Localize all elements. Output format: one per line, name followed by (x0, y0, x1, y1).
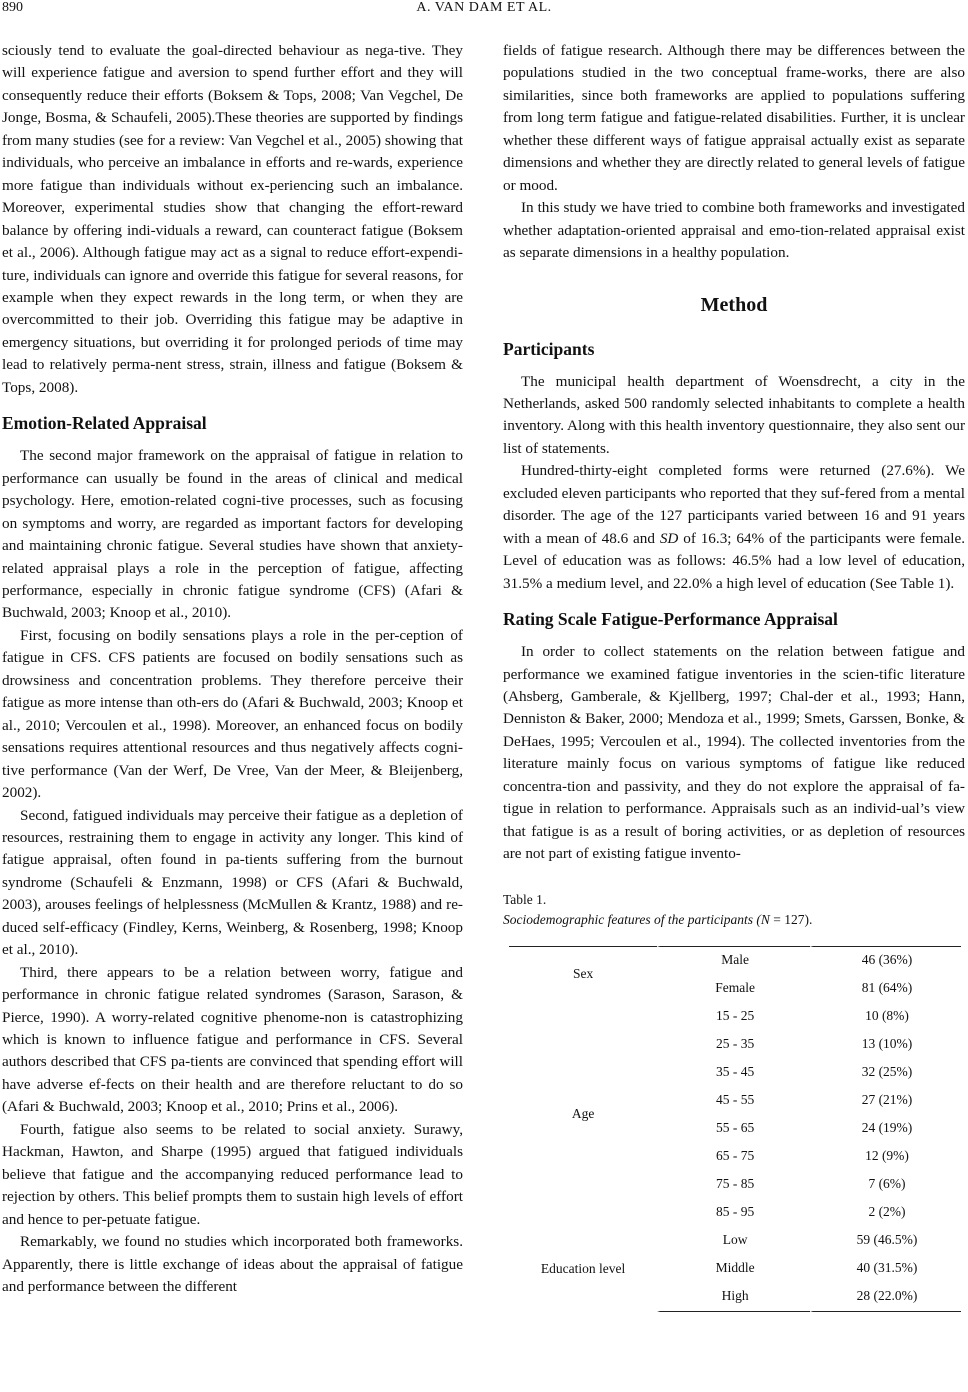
value-cell: 7 (6%) (810, 1171, 961, 1199)
right-column (503, 40, 965, 1312)
paragraph: Third, there appears to be a relation between worry, fatigue and performance in chronic fatigue related syndromes (Sarason, Sarason, & Pierce, 1990). A worry-related cognitive phenome-non is catastrophizing which is known to influence fatigue and performance in CFS. Several authors described that CFS pa-tients are convinced that spending effort will have adverse ef-fects on their health and are therefore reluctant to do so (Afari & Buchwald, 2003; Knoop et al., 2010; Prins et al., 2006). (2, 963, 463, 1116)
value-cell: 13 (10%) (810, 1031, 961, 1059)
paragraph: The municipal health department of Woensdrecht, a city in the Netherlands, asked 500 randomly selected inhabitants to complete a health inventory. Along with this health inventory questionnaire, they also sent our list of statements. (503, 372, 965, 457)
section-heading: Emotion-Related Appraisal (2, 413, 207, 434)
table-row (509, 946, 961, 975)
paragraph (503, 460, 965, 595)
table-title: Sociodemographic features of the participants (N = 127). (503, 911, 813, 927)
category-cell: Low (657, 1227, 810, 1255)
category-cell: 15 - 25 (657, 1003, 810, 1031)
table-row (509, 1227, 961, 1255)
value-cell: 46 (36%) (810, 946, 961, 975)
demographics-table (509, 946, 961, 1312)
paragraph: fields of fatigue research. Although there may be differences between the populations studied in the two conceptual frame-works, there are also similarities, since both frameworks are applied to populations suffering from long term fatigue and fatigue-related disabilities. Further, it is unclear whether these different ways of fatigue appraisal actually exist as separate dimensions and whether they are directly related to general levels of fatigue or mood. (503, 42, 965, 194)
section-heading: Participants (503, 338, 595, 359)
page-number: 890 (2, 0, 23, 15)
value-cell: 81 (64%) (810, 975, 961, 1003)
value-cell: 40 (31.5%) (810, 1255, 961, 1283)
running-header (0, 0, 968, 22)
paragraph: The second major framework on the appraisal of fatigue in relation to performance can usually be found in the areas of clinical and medical psychology. Here, emotion-related cogni-tive processes, such as focusing on symptoms and worry, are regarded as important factors for developing and maintaining chronic fatigue. Several studies have shown that anxiety-related appraisal plays a role in the perception of fatigue, affecting performance, especially in chronic fatigue syndrome (CFS) (Afari & Buchwald, 2003; Knoop et al., 2010). (2, 447, 463, 622)
value-cell: 24 (19%) (810, 1115, 961, 1143)
category-cell: 35 - 45 (657, 1059, 810, 1087)
paragraph: First, focusing on bodily sensations plays a role in the per-ception of fatigue in CFS. CFS patients are focused on bodily sensations such as drowsiness and concentration problems. They therefore perceive their fatigue as more intense than oth-ers do (Afari & Buchwald, 2003; Knoop et al., 2010; Vercoulen et al., 1998). Moreover, an enhanced focus on bodily sensations requires attentional resources and thus negatively affects cogni-tive performance (Van der Werf, De Vree, Van der Meer, & Bleijenberg, 2002). (2, 626, 463, 802)
running-head: A. VAN DAM ET AL. (416, 0, 552, 15)
paragraph: In this study we have tried to combine both frameworks and investigated whether adaptation-oriented appraisal and emo-tion-related appraisal exist as separate dimensions in a healthy population. (503, 199, 965, 262)
paragraph: sciously tend to evaluate the goal-directed behaviour as nega-tive. They will experience fatigue and aversion to spend further effort and they will consequently reduce their efforts (Boksem & Tops, 2008; Van Vegchel, De Jonge, Bosma, & Schaufeli, 2005).These theories are supported by findings from many studies (see for a review: Van Vegchel et al., 2005) showing that individuals, who perceive an imbalance in efforts and re-wards, experience more fatigue than individuals without ex-periencing such an imbalance. Moreover, experimental studies show that changing the effort-reward balance by offering indi-viduals a reward, can counteract fatigue (Boksem et al., 2006). Although fatigue may act as a signal to reduce effort-expendi-ture, individuals can ignore and override this fatigue for several reasons, for example when they expect rewards in the long term, or when they are overcommitted to their job. Overriding this fatigue may be adaptive in emergency situations, but overriding it for prolonged periods of time may lead to relatively perma-nent stress, strain, illness and fatigue (Boksem & Tops, 2008). (2, 42, 463, 396)
category-cell: 75 - 85 (657, 1171, 810, 1199)
section-title: Method (700, 293, 768, 316)
value-cell: 27 (21%) (810, 1087, 961, 1115)
category-cell: 25 - 35 (657, 1031, 810, 1059)
table-label: Table 1. (503, 891, 547, 907)
category-cell: Middle (657, 1255, 810, 1283)
category-cell: 55 - 65 (657, 1115, 810, 1143)
value-cell: 59 (46.5%) (810, 1227, 961, 1255)
left-column (2, 40, 463, 1298)
table-caption (503, 890, 965, 930)
value-cell: 28 (22.0%) (810, 1283, 961, 1312)
paragraph: Fourth, fatigue also seems to be related to social anxiety. Surawy, Hackman, Hawton, and Sharpe (1995) argued that fatigued individuals believe that fatigue and the accompanying reduced performance lead to rejection by others. This belief prompts them to sustain high levels of effort and hence to per-petuate fatigue. (2, 1120, 463, 1228)
group-label-cell: Education level (540, 1260, 626, 1276)
category-cell: High (657, 1283, 810, 1312)
category-cell: 85 - 95 (657, 1199, 810, 1227)
category-cell: Male (657, 946, 810, 975)
value-cell: 32 (25%) (810, 1059, 961, 1087)
table-row (509, 1003, 961, 1031)
paragraph: Second, fatigued individuals may perceive their fatigue as a depletion of resources, restraining them to engage in activity any longer. This kind of fatigue appraisal, often found in pa-tients suffering from the burnout syndrome (Schaufeli & Enzmann, 1998) or CFS (Afari & Buchwald, 2003), arouses feelings of helplessness (McMullen & Krantz, 1988) and re-duced self-efficacy (Findley, Kerns, Weinberg, & Rosenberg, 1998; Knoop et al., 2010). (2, 806, 463, 959)
value-cell: 10 (8%) (810, 1003, 961, 1031)
sd-symbol: SD (659, 529, 679, 547)
category-cell: Female (657, 975, 810, 1003)
group-label-cell: Age (571, 1106, 595, 1122)
category-cell: 65 - 75 (657, 1143, 810, 1171)
value-cell: 2 (2%) (810, 1199, 961, 1227)
text-span: of 16.3; 64% of the participants were female. Level of education was as follows: 46.5% had a low level of education, 31.5% a medium level, and 22.0% a high level of education (See Table 1). (503, 529, 966, 592)
paragraph: In order to collect statements on the relation between fatigue and performance we examined fatigue inventories in the scien-tific literature (Ahsberg, Gamberale, & Kjellberg, 1997; Chal-der et al., 1993; Hann, Denniston & Baker, 2000; Mendoza et al., 1999; Smets, Garssen, Bonke, & DeHaes, 1995; Vercoulen et al., 1994). The collected inventories from the literature mainly focus on various symptoms of fatigue like reduced concentra-tion and passivity, and they do not explore the appraisal of fa-tigue in relation to performance. Appraisals such as an individ-ual’s view that fatigue is as a result of boring activities, or as depletion of resources are not part of existing fatigue invento- (503, 643, 965, 863)
value-cell: 12 (9%) (810, 1143, 961, 1171)
paragraph: Remarkably, we found no studies which incorporated both frameworks. Apparently, there is little exchange of ideas about the appraisal of fatigue and performance between the different (2, 1233, 463, 1296)
text-span: Hundred-thirty-eight completed forms were returned (27.6%). We excluded eleven participants who reported that they suf-fered from a mental disorder. The age of the 127 participants varied between 16 and 91 years with a mean of 48.6 and (503, 462, 965, 547)
section-heading: Rating Scale Fatigue-Performance Appraisal (503, 609, 838, 630)
category-cell: 45 - 55 (657, 1087, 810, 1115)
group-label-cell: Sex (509, 946, 657, 1003)
